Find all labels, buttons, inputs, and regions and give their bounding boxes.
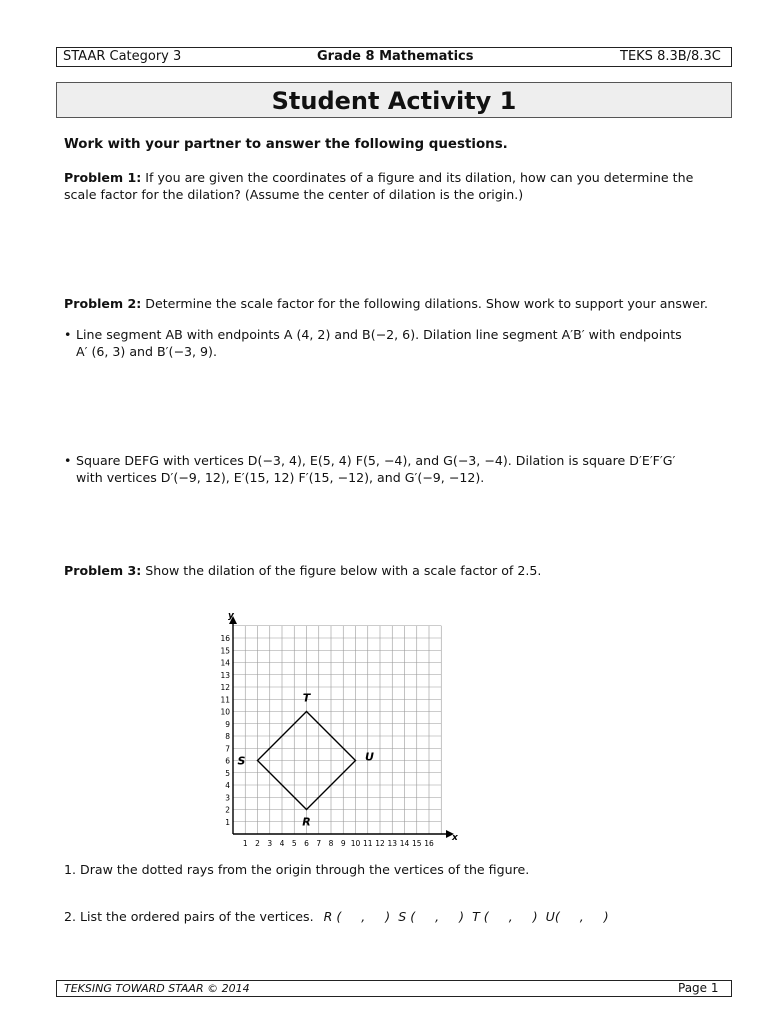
question-2-blanks: R ( , ) S ( , ) T ( , ) U( , )	[323, 909, 609, 924]
y-tick-label: 9	[225, 719, 230, 729]
y-tick-label: 2	[225, 805, 230, 815]
y-tick-label: 12	[220, 683, 230, 692]
bullet-dot: •	[64, 453, 72, 468]
y-tick-label: 14	[220, 658, 230, 668]
x-tick-label: 5	[291, 839, 297, 848]
vertex-label-r: R	[302, 815, 311, 829]
bullet-1-line1: Line segment AB with endpoints A (4, 2) and B(−2, 6). Dilation line segment A′B′ with endpoints	[76, 327, 682, 342]
x-tick-label: 16	[424, 839, 434, 848]
y-tick-label: 16	[220, 634, 230, 643]
problem-2-bullet-2	[64, 452, 734, 486]
bullet-1-line2: A′ (6, 3) and B′(−3, 9).	[76, 344, 217, 359]
x-tick-label: 3	[267, 839, 273, 848]
problem-1	[64, 169, 744, 203]
y-tick-label: 7	[225, 744, 230, 754]
y-tick-label: 10	[220, 707, 230, 717]
y-tick-label: 6	[225, 756, 230, 766]
problem-1-line2: scale factor for the dilation? (Assume the center of dilation is the origin.)	[64, 187, 524, 202]
bullet-dot: •	[64, 327, 72, 342]
x-tick-label: 8	[328, 839, 334, 848]
y-tick-label: 8	[225, 732, 230, 741]
problem-3	[64, 562, 744, 579]
x-tick-label: 1	[242, 839, 248, 848]
question-2-text: 2. List the ordered pairs of the vertices.	[64, 909, 314, 924]
y-tick-label: 4	[225, 781, 230, 790]
instructions: Work with your partner to answer the following questions.	[64, 137, 508, 152]
bullet-2-line1: Square DEFG with vertices D(−3, 4), E(5, 4) F(5, −4), and G(−3, −4). Dilation is square D′E′F′G′	[76, 453, 676, 468]
y-tick-label: 13	[220, 670, 230, 680]
coordinate-grid	[196, 604, 466, 854]
problem-3-label: Problem 3:	[64, 563, 142, 578]
y-axis-label: y	[228, 611, 234, 621]
vertex-label-t: T	[302, 691, 311, 705]
page-number: Page 1	[678, 981, 719, 995]
vertex-label-u: U	[365, 750, 374, 764]
x-tick-label: 4	[279, 839, 285, 848]
x-tick-labels	[243, 839, 434, 848]
vertex-label-s: S	[237, 754, 246, 768]
x-tick-label: 2	[255, 839, 260, 848]
x-axis-label: x	[452, 833, 458, 843]
problem-1-label: Problem 1:	[64, 170, 142, 185]
y-tick-labels	[220, 634, 230, 827]
problem-2	[64, 295, 744, 312]
y-tick-label: 1	[225, 817, 230, 827]
page-title: Student Activity 1	[56, 82, 732, 118]
problem-1-line1: If you are given the coordinates of a figure and its dilation, how can you determine the	[145, 170, 694, 185]
x-tick-label: 10	[350, 839, 361, 848]
x-tick-label: 15	[411, 839, 422, 848]
x-tick-label: 13	[387, 839, 398, 848]
problem-2-text: Determine the scale factor for the following dilations. Show work to support your answer.	[145, 296, 709, 311]
question-1: 1. Draw the dotted rays from the origin through the vertices of the figure.	[64, 862, 530, 877]
header-teks: TEKS 8.3B/8.3C	[620, 49, 721, 64]
y-tick-label: 15	[220, 646, 230, 656]
footer-copyright: TEKSING TOWARD STAAR © 2014	[64, 982, 250, 995]
header-subject: Grade 8 Mathematics	[317, 49, 474, 64]
problem-2-bullet-1	[64, 326, 734, 360]
y-tick-label: 11	[220, 695, 230, 705]
x-tick-label: 14	[399, 839, 410, 848]
x-tick-label: 11	[362, 839, 373, 848]
header-category: STAAR Category 3	[63, 49, 182, 64]
problem-2-label: Problem 2:	[64, 296, 142, 311]
y-tick-label: 3	[225, 793, 230, 803]
x-tick-label: 12	[375, 839, 385, 848]
x-tick-label: 9	[340, 839, 346, 848]
grid-lines	[233, 626, 441, 834]
bullet-2-line2: with vertices D′(−9, 12), E′(15, 12) F′(15, −12), and G′(−9, −12).	[76, 470, 485, 485]
question-2	[64, 908, 744, 925]
problem-3-text: Show the dilation of the figure below with a scale factor of 2.5.	[145, 563, 542, 578]
x-tick-label: 6	[304, 839, 309, 848]
x-tick-label: 7	[316, 839, 322, 848]
y-tick-label: 5	[225, 768, 230, 778]
